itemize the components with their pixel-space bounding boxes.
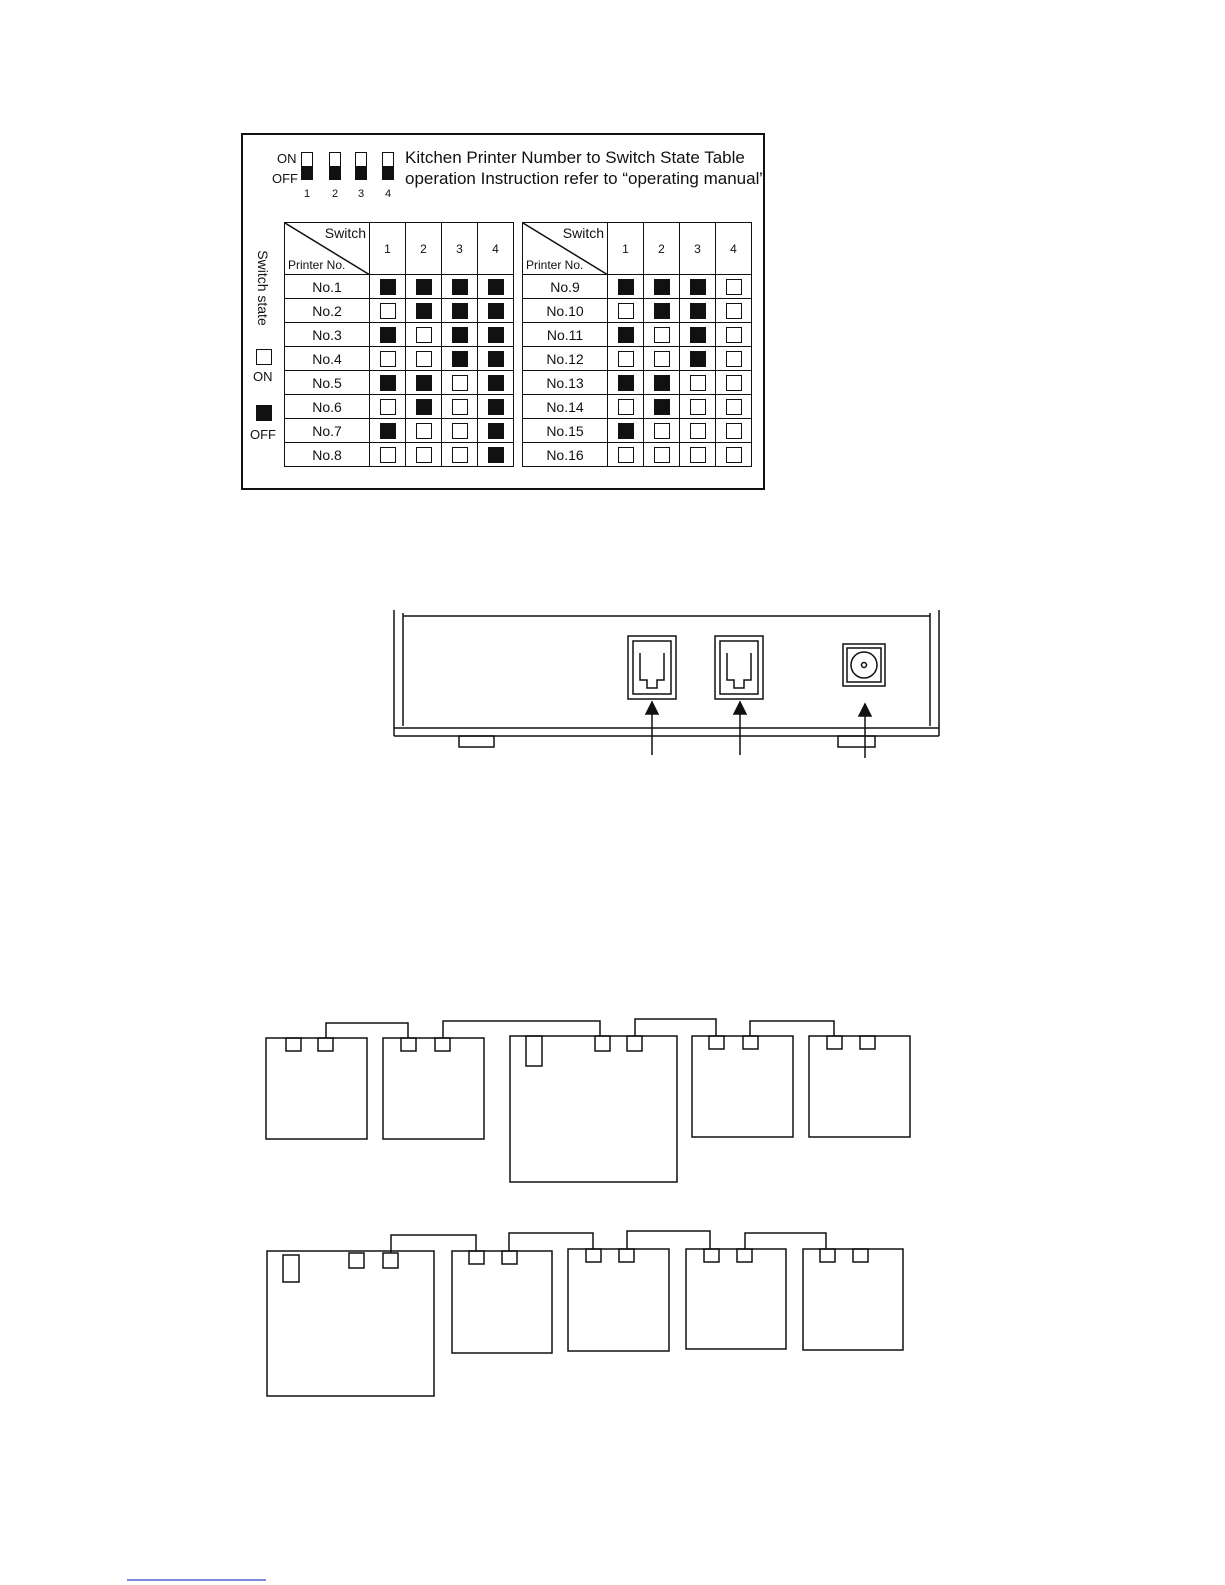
column-header-3: 3	[442, 223, 478, 275]
printer-number-cell: No.14	[523, 395, 608, 419]
port-out	[318, 1038, 333, 1051]
port-out	[435, 1038, 450, 1051]
printer-box-2	[383, 1038, 484, 1139]
column-header-3: 3	[680, 223, 716, 275]
cable	[326, 1023, 408, 1038]
port-out	[627, 1036, 642, 1051]
dip-number-1: 1	[303, 188, 311, 200]
column-header-4: 4	[478, 223, 514, 275]
cable	[745, 1233, 826, 1249]
printer-box-4	[803, 1249, 903, 1350]
printer-number-cell: No.13	[523, 371, 608, 395]
printer-number-cell: No.6	[285, 395, 370, 419]
printer-number-cell: No.5	[285, 371, 370, 395]
port-out	[853, 1249, 868, 1262]
port-in	[401, 1038, 416, 1051]
printer-box-4	[809, 1036, 910, 1137]
printer-box-3	[686, 1249, 786, 1349]
header-printer-label: Printer No.	[288, 258, 346, 272]
panel-title: Kitchen Printer Number to Switch State Table	[405, 148, 745, 167]
port-in	[349, 1253, 364, 1268]
port-in	[286, 1038, 301, 1051]
column-header-1: 1	[370, 223, 406, 275]
power-socket	[526, 1036, 542, 1066]
legend-on-label: ON	[253, 369, 273, 384]
power-jack	[843, 644, 885, 686]
port-in	[586, 1249, 601, 1262]
port-in	[595, 1036, 610, 1051]
printer-number-cell: No.16	[523, 443, 608, 467]
dip-number-2: 2	[331, 188, 339, 200]
port-in	[709, 1036, 724, 1049]
printer-number-cell: No.3	[285, 323, 370, 347]
printer-number-cell: No.15	[523, 419, 608, 443]
port-in	[827, 1036, 842, 1049]
panel-subtitle: operation Instruction refer to “operating manual”	[405, 169, 766, 188]
port-out	[737, 1249, 752, 1262]
device-foot-left	[459, 736, 494, 747]
printer-number-cell: No.1	[285, 275, 370, 299]
legend-off-label: OFF	[250, 427, 276, 442]
header-switch-label: Switch	[562, 225, 604, 241]
printer-number-cell: No.7	[285, 419, 370, 443]
column-header-1: 1	[608, 223, 644, 275]
controller-box	[510, 1036, 677, 1182]
printer-number-cell: No.11	[523, 323, 608, 347]
column-header-2: 2	[406, 223, 442, 275]
cable	[750, 1021, 834, 1036]
cable	[635, 1019, 716, 1036]
column-header-4: 4	[716, 223, 752, 275]
dip-number-3: 3	[357, 188, 365, 200]
printer-box-2	[568, 1249, 669, 1351]
printer-number-cell: No.4	[285, 347, 370, 371]
printer-box-3	[692, 1036, 793, 1137]
column-header-2: 2	[644, 223, 680, 275]
port-out	[619, 1249, 634, 1262]
dip-off-label: OFF	[272, 171, 298, 186]
port-in	[469, 1251, 484, 1264]
device-rear-view	[394, 610, 939, 758]
port-out	[860, 1036, 875, 1049]
printer-number-cell: No.2	[285, 299, 370, 323]
header-switch-label: Switch	[324, 225, 366, 241]
port-out	[502, 1251, 517, 1264]
cable	[627, 1231, 710, 1249]
port-in	[820, 1249, 835, 1262]
printer-box-1	[266, 1038, 367, 1139]
header-printer-label: Printer No.	[526, 258, 584, 272]
switch-state-text: Switch state	[255, 250, 271, 326]
printer-number-cell: No.8	[285, 443, 370, 467]
network-diagram-1	[266, 1019, 910, 1182]
printer-number-cell: No.9	[523, 275, 608, 299]
rj-port-1	[628, 636, 676, 699]
power-socket	[283, 1255, 299, 1282]
device-foot-right	[838, 736, 875, 747]
port-out	[383, 1253, 398, 1268]
rj-port-2	[715, 636, 763, 699]
port-in	[704, 1249, 719, 1262]
dip-number-4: 4	[384, 188, 392, 200]
printer-number-cell: No.10	[523, 299, 608, 323]
callout-arrow-power	[859, 704, 871, 758]
controller-box	[267, 1251, 434, 1396]
printer-number-cell: No.12	[523, 347, 608, 371]
dip-on-label: ON	[277, 151, 297, 166]
port-out	[743, 1036, 758, 1049]
network-diagram-2	[267, 1231, 903, 1396]
printer-box-1	[452, 1251, 552, 1353]
